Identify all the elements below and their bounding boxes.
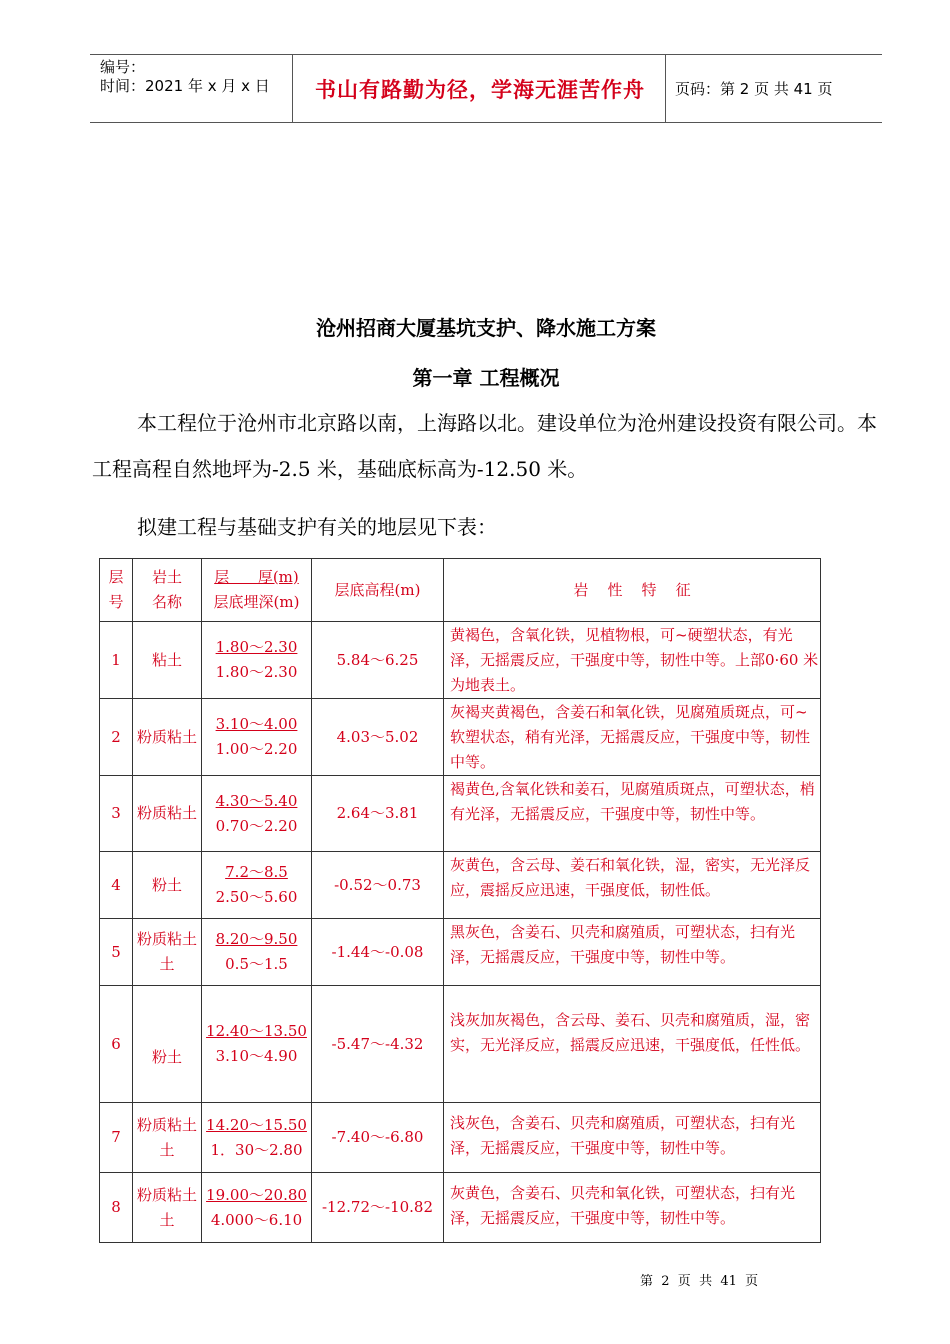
depth-value: 1.00～2.20: [215, 740, 298, 758]
description-cell: 褐黄色,含氧化铁和姜石，见腐殖质斑点，可塑状态，梢有光泽，无摇震反应，干强度中等，韧性中等。: [444, 776, 821, 852]
thickness-value: 8.20～9.50: [215, 930, 298, 948]
layer-number-cell: 1: [100, 622, 133, 699]
soil-name-cell: 粉土: [133, 986, 202, 1103]
thickness-cell: [202, 1103, 312, 1173]
elevation-cell: -0.52～0.73: [312, 852, 444, 919]
table-row: [100, 986, 821, 1103]
header-elevation: 层底高程(m): [312, 559, 444, 622]
soil-name-cell: 粉质粘土土: [133, 919, 202, 986]
soil-name-cell: 粉质粘土土: [133, 1173, 202, 1243]
elevation-cell: 4.03～5.02: [312, 699, 444, 776]
header-divider: [292, 54, 293, 123]
header-motto: 书山有路勤为径，学海无涯苦作舟: [315, 77, 645, 102]
thickness-cell: [202, 1173, 312, 1243]
header-meta: [100, 58, 270, 96]
chapter-title: 第一章 工程概况: [412, 366, 560, 390]
thickness-value: 4.30～5.40: [215, 791, 298, 810]
description-cell: 灰黄色，含云母、姜石和氧化铁，湿，密实，无光泽反应，震摇反应迅速，干强度低，韧性低。: [444, 852, 821, 919]
header-depth: 层底埋深(m): [213, 593, 300, 611]
elevation-cell: -5.47～-4.32: [312, 986, 444, 1103]
layer-number-cell: 4: [100, 852, 133, 919]
soil-name-cell: 粉质粘土土: [133, 1103, 202, 1173]
time-label: 时间：2021 年 x 月 x 日: [100, 77, 270, 95]
table-row: [100, 852, 821, 919]
elevation-cell: -7.40～-6.80: [312, 1103, 444, 1173]
elevation-cell: -1.44～-0.08: [312, 919, 444, 986]
layer-number-cell: 5: [100, 919, 133, 986]
description-cell: 浅灰加灰褐色，含云母、姜石、贝壳和腐殖质，湿，密实，无光泽反应，摇震反应迅速，干强度低，任性低。: [444, 986, 821, 1103]
header-page-number: 页码：第 2 页 共 41 页: [675, 80, 833, 98]
depth-value: 0.70～2.20: [215, 816, 298, 835]
depth-value: 1.80～2.30: [215, 663, 298, 681]
layer-number-cell: 7: [100, 1103, 133, 1173]
description-cell: 灰黄色，含姜石、贝壳和氧化铁，可塑状态，扫有光泽，无摇震反应，干强度中等，韧性中等。: [444, 1173, 821, 1243]
depth-value: 3.10～4.90: [215, 1047, 298, 1065]
table-row: [100, 1173, 821, 1243]
elevation-cell: -12.72～-10.82: [312, 1173, 444, 1243]
header-description: 岩 性 特 征: [444, 559, 821, 622]
header-thickness: 层 厚(m) 层底埋深(m): [202, 559, 312, 622]
layer-number-cell: 6: [100, 986, 133, 1103]
elevation-cell: 2.64～3.81: [312, 776, 444, 852]
thickness-value: 3.10～4.00: [215, 715, 298, 733]
thickness-value: 14.20～15.50: [206, 1115, 307, 1134]
soil-name-cell: 粉土: [133, 852, 202, 919]
description-cell: 黄褐色，含氧化铁，见植物根，可~硬塑状态，有光泽，无摇震反应，干强度中等，韧性中等。上部0·60 米为地表土。: [444, 622, 821, 699]
depth-value: 0.5～1.5: [225, 955, 288, 973]
header-layer: 层号: [100, 559, 133, 622]
thickness-cell: [202, 986, 312, 1103]
thickness-cell: [202, 919, 312, 986]
elevation-cell: 5.84～6.25: [312, 622, 444, 699]
depth-value: 1．30～2.80: [210, 1140, 303, 1159]
soil-name-cell: 粘土: [133, 622, 202, 699]
intro-paragraph: 本工程位于沧州市北京路以南，上海路以北。建设单位为沧州建设投资有限公司。本工程高程自然地坪为-2.5 米，基础底标高为-12.50 米。: [92, 411, 877, 481]
soil-name-cell: 粉质粘土: [133, 776, 202, 852]
header-name: 岩土名称: [133, 559, 202, 622]
thickness-cell: [202, 622, 312, 699]
thickness-value: 19.00～20.80: [206, 1185, 307, 1204]
depth-value: 4.000～6.10: [210, 1210, 303, 1229]
layer-number-cell: 8: [100, 1173, 133, 1243]
description-cell: 灰褐夹黄褐色，含姜石和氧化铁，见腐殖质斑点，可~软塑状态，稍有光泽，无摇震反应，干强度中等，韧性中等。: [444, 699, 821, 776]
description-cell: 黑灰色，含姜石、贝壳和腐殖质，可塑状态，扫有光泽，无摇震反应，干强度中等，韧性中等。: [444, 919, 821, 986]
thickness-value: 12.40～13.50: [206, 1022, 307, 1040]
layer-number-cell: 3: [100, 776, 133, 852]
soil-name-cell: 粉质粘土: [133, 699, 202, 776]
layer-number-cell: 2: [100, 699, 133, 776]
table-row: [100, 776, 821, 852]
table-intro-paragraph: 拟建工程与基础支护有关的地层见下表：: [137, 515, 497, 539]
description-cell: 浅灰色，含姜石、贝壳和腐殖质，可塑状态，扫有光泽，无摇震反应，干强度中等，韧性中等。: [444, 1103, 821, 1173]
thickness-value: 1.80～2.30: [215, 638, 298, 656]
document-title: 沧州招商大厦基坑支护、降水施工方案: [316, 316, 656, 340]
thickness-value: 7.2～8.5: [225, 863, 288, 881]
page-footer: 第 2 页 共 41 页: [640, 1274, 759, 1289]
thickness-cell: [202, 852, 312, 919]
table-row: [100, 919, 821, 986]
table-row: [100, 1103, 821, 1173]
strata-table: [99, 558, 821, 1243]
depth-value: 2.50～5.60: [215, 888, 298, 906]
table-row: [100, 622, 821, 699]
serial-label: 编号：: [100, 58, 146, 76]
thickness-cell: [202, 699, 312, 776]
thickness-cell: [202, 776, 312, 852]
table-row: [100, 699, 821, 776]
table-header-row: [100, 559, 821, 622]
